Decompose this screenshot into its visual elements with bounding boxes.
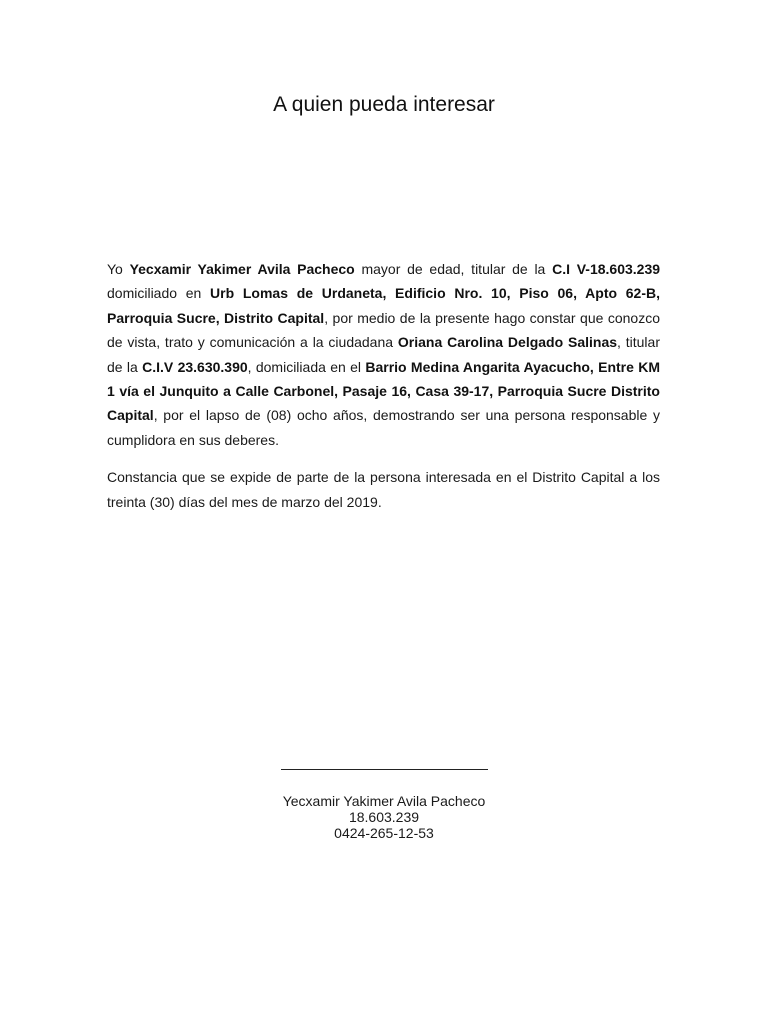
issuance-paragraph: Constancia que se expide de parte de la persona interesada en el Distrito Capital a los treinta (30) días del mes de marzo del 2019. [107,469,660,510]
text-segment: mayor de edad, titular de la [354,261,553,277]
subject-address: Barrio Medina Angarita Ayacucho, Entre KM 1 vía el Junquito a Calle Carbonel, Pasaje 16, Casa 39-17, Parroquia Sucre Distrito Capital [107,358,661,424]
text-segment: , titular de la [107,334,660,375]
text-segment: Yo [107,261,130,277]
document-title: A quien pueda interesar [273,93,495,116]
text-segment: , por el lapso de (08) ocho años, demostrando ser una persona responsable y cumplidora en sus deberes. [107,407,660,448]
document-body [107,257,660,527]
signature-line [281,769,488,770]
subject-id: C.I.V 23.630.390 [142,358,248,375]
declaration-paragraph [107,257,660,452]
text-segment: , por medio de la presente hago constar que conozco de vista, trato y comunicación a la ciudadana [107,309,660,351]
signer-name: Yecxamir Yakimer Avila Pacheco [282,793,486,809]
declarant-address: Urb Lomas de Urdaneta, Edificio Nro. 10, Piso 06, Apto 62-B, Parroquia Sucre, Distrito Capital [107,285,660,326]
declarant-name: Yecxamir Yakimer Avila Pacheco [129,261,355,277]
signer-phone: 0424-265-12-53 [334,825,434,841]
signature-block [234,793,534,841]
declarant-id: C.I V-18.603.239 [552,261,661,277]
text-segment: , domiciliada en el [247,358,366,375]
subject-name: Oriana Carolina Delgado Salinas [397,334,618,351]
text-segment: domiciliado en [107,285,211,302]
signer-id-number: 18.603.239 [348,809,420,825]
